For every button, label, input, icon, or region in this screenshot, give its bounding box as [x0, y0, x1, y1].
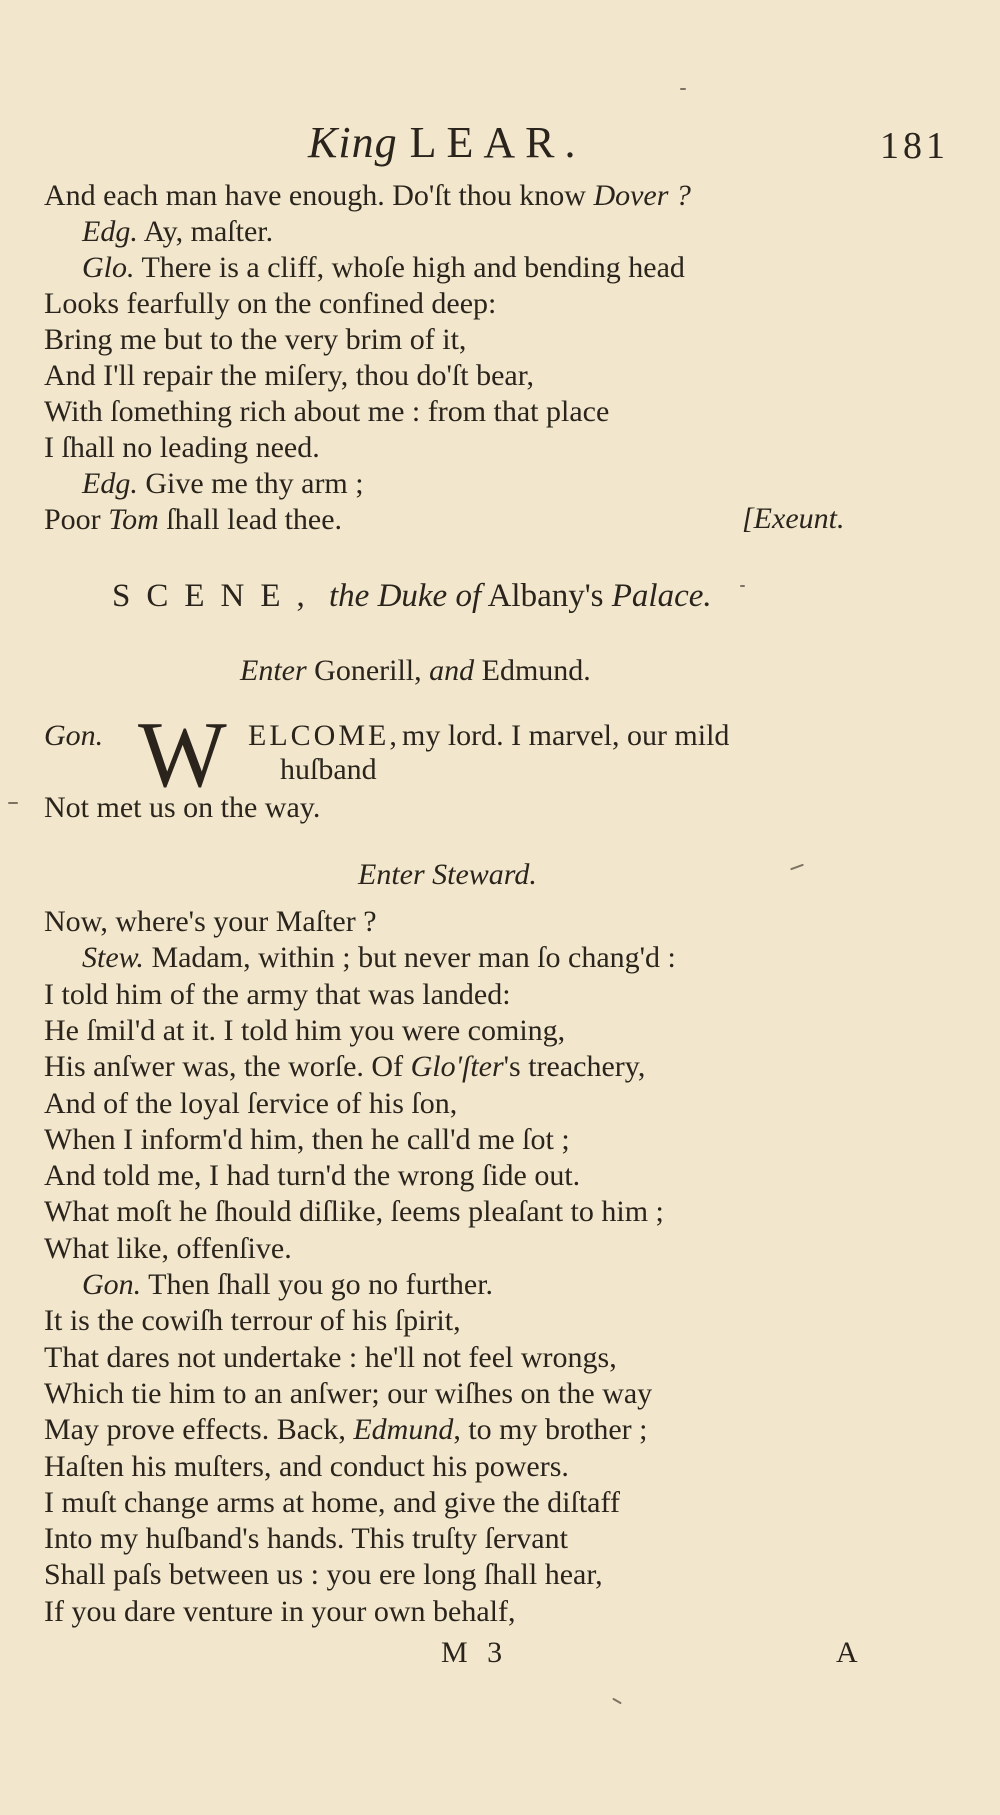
roman-run: And of the loyal ſervice of his ſon, — [44, 1086, 458, 1120]
roman-run: 's treachery, — [503, 1050, 646, 1084]
text-line — [44, 502, 342, 538]
paper-speck — [740, 585, 745, 587]
roman-run: There is a cliff, whoſe high and bending head — [134, 251, 685, 284]
running-title-caps: LEAR. — [409, 118, 586, 167]
italic-run: Glo. — [82, 251, 135, 284]
roman-run: Which tie him to an anſwer; our wiſhes on the way — [44, 1376, 653, 1410]
text-line — [82, 940, 676, 976]
italic-run: Tom — [108, 503, 159, 536]
roman-run: Ay, maſter. — [137, 215, 274, 248]
text-line — [44, 1340, 617, 1376]
roman-run: And told me, I had turn'd the wrong ſide out. — [44, 1159, 581, 1193]
italic-run: Edg. — [82, 467, 138, 500]
welcome-rest: ELCOME, — [248, 719, 400, 752]
roman-run: He ſmil'd at it. I told him you were coming, — [44, 1013, 566, 1047]
text-line — [82, 250, 685, 286]
enter-word: Enter — [240, 654, 307, 687]
text-line — [44, 1086, 457, 1122]
text-line — [44, 1557, 603, 1593]
roman-run: , to my brother ; — [453, 1413, 648, 1447]
roman-run: Shall paſs between us : you ere long ſhall hear, — [44, 1558, 603, 1592]
roman-run: May prove effects. Back, — [44, 1413, 354, 1447]
text-line — [82, 466, 364, 502]
text-line — [44, 1013, 565, 1049]
italic-run: Gon. — [82, 1268, 142, 1301]
running-title-italic: King — [308, 118, 398, 167]
roman-run: Poor — [44, 503, 109, 536]
roman-run: Looks fearfully on the confined deep: — [44, 287, 497, 320]
text-line — [82, 1267, 493, 1303]
text-line — [44, 904, 377, 940]
stage-direction-exeunt: [Exeunt. — [742, 502, 845, 535]
gon-line-cont: my lord. I marvel, our mild — [402, 719, 730, 752]
paper-speck — [8, 802, 18, 804]
roman-run: What like, offenſive. — [44, 1231, 292, 1265]
roman-run: With ſomething rich about me : from that place — [44, 395, 610, 428]
scene-word: SCENE, — [112, 578, 321, 614]
roman-run: That dares not undertake : he'll not feel wrongs, — [44, 1340, 617, 1374]
text-line — [44, 178, 691, 214]
text-line — [82, 214, 273, 250]
text-line — [44, 1122, 570, 1158]
text-line — [44, 1194, 664, 1230]
text-line — [44, 430, 320, 466]
text-line — [44, 1231, 292, 1267]
text-line — [44, 1449, 569, 1485]
italic-run: Glo'ſter — [410, 1050, 504, 1084]
italic-run: Edg. — [82, 215, 138, 248]
roman-run: It is the cowiſh terrour of his ſpirit, — [44, 1304, 461, 1338]
scene-italic-1: the Duke of — [329, 578, 482, 614]
roman-run: Bring me but to the very brim of it, — [44, 323, 467, 356]
roman-run: Into my huſband's hands. This truſty ſervant — [44, 1522, 568, 1556]
signature-mark: M 3 — [441, 1636, 509, 1669]
page-number: 181 — [880, 125, 949, 167]
gon-line-next: Not met us on the way. — [44, 791, 321, 824]
catchword: A — [836, 1636, 858, 1669]
scene-italic-2: Palace. — [611, 578, 712, 614]
roman-run: I told him of the army that was landed: — [44, 977, 511, 1011]
italic-run: Stew. — [82, 941, 144, 975]
text-line — [44, 358, 534, 394]
roman-run: His anſwer was, the worſe. Of — [44, 1050, 411, 1084]
text-line — [44, 1521, 568, 1557]
paper-speck — [612, 1698, 622, 1705]
roman-run: ſhall lead thee. — [158, 503, 343, 536]
roman-run: Give me thy arm ; — [137, 467, 364, 500]
text-line — [44, 1158, 580, 1194]
text-line — [44, 1412, 647, 1448]
and-word: and — [429, 654, 475, 687]
scene-roman: Albany's — [487, 578, 604, 614]
text-line — [44, 394, 609, 430]
stage-direction-enter-steward: Enter Steward. — [358, 858, 537, 891]
text-line — [44, 1594, 516, 1630]
roman-run: I ſhall no leading need. — [44, 431, 320, 464]
text-line — [44, 1049, 645, 1085]
speaker-gon: Gon. — [44, 719, 104, 752]
roman-run: Haſten his muſters, and conduct his powers. — [44, 1449, 569, 1483]
roman-run: I muſt change arms at home, and give the diſtaff — [44, 1485, 620, 1519]
roman-run: And each man have enough. Do'ſt thou know — [44, 179, 594, 212]
stage-direction-enter-gonerill — [240, 654, 591, 688]
roman-run: Now, where's your Maſter ? — [44, 905, 377, 938]
italic-run: Edmund — [353, 1413, 454, 1447]
roman-run: If you dare venture in your own behalf, — [44, 1594, 516, 1628]
paper-speck — [790, 864, 804, 871]
roman-run: Madam, within ; but never man ſo chang'd : — [143, 941, 676, 975]
text-line — [44, 322, 466, 358]
scene-heading — [112, 578, 712, 615]
roman-run: What moſt he ſhould diſlike, ſeems pleaſant to him ; — [44, 1195, 664, 1229]
entrant-1: Gonerill, — [314, 654, 422, 687]
drop-cap: W — [138, 703, 227, 807]
text-line — [44, 286, 496, 322]
italic-run: Dover ? — [593, 179, 691, 212]
text-line — [44, 977, 511, 1013]
roman-run: When I inform'd him, then he call'd me ſot ; — [44, 1122, 570, 1156]
text-line — [44, 1485, 620, 1521]
roman-run: Then ſhall you go no further. — [141, 1268, 494, 1301]
paper-speck — [680, 88, 686, 90]
entrant-2: Edmund. — [481, 654, 591, 687]
roman-run: And I'll repair the miſery, thou do'ſt bear, — [44, 359, 535, 392]
running-title — [308, 117, 585, 168]
text-line — [44, 1376, 652, 1412]
text-line — [44, 1303, 461, 1339]
gon-line-wrap: huſband — [280, 753, 377, 786]
